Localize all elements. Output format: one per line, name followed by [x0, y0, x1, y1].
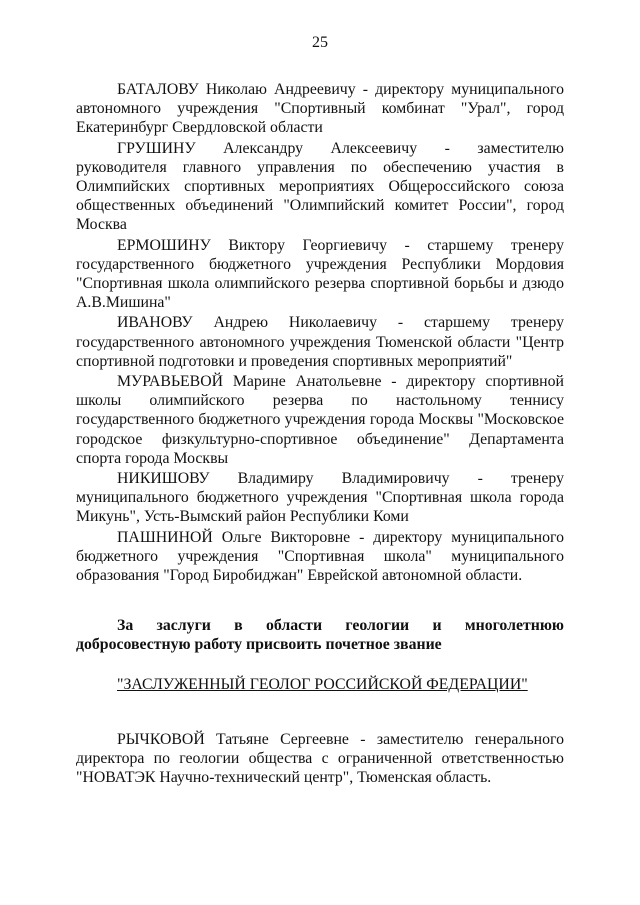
- award-entry-rychkova: РЫЧКОВОЙ Татьяне Сергеевне - заместителю генерального директора по геологии общества с ограниченной ответственностью "НОВАТЭК Научно-технический центр", Тюменская область.: [76, 730, 564, 787]
- page-number: 25: [312, 34, 328, 51]
- award-entry-batalov: БАТАЛОВУ Николаю Андреевичу - директору муниципального автономного учреждения "Спортивный комбинат "Урал", город Екатеринбург Свердловской области: [76, 81, 564, 137]
- award-entry-ivanov: ИВАНОВУ Андрею Николаевичу - старшему тренеру государственного автономного учреждения Тюменской области "Центр спортивной подготовки и проведения спортивных мероприятий": [76, 314, 564, 370]
- award-entry-grushin: ГРУШИНУ Александру Алексеевичу - заместителю руководителя главного управления по обеспечению участия в Олимпийских спортивных мероприятиях Общероссийского союза общественных объединений "Олимпийский комитет России", город Москва: [76, 139, 564, 234]
- award-entry-ermoshin: ЕРМОШИНУ Виктору Георгиевичу - старшему тренеру государственного бюджетного учреждения Республики Мордовия "Спортивная школа олимпийского резерва спортивной борьбы и дзюдо А.В.Мишина": [76, 236, 564, 312]
- award-entry-muravyeva: МУРАВЬЕВОЙ Марине Анатольевне - директору спортивной школы олимпийского резерва по настольному теннису государственного бюджетного учреждения города Москвы "Московское городское физкультурно-спортивное объединение" Департамента спорта города Москвы: [76, 373, 564, 467]
- award-entry-pashnina: ПАШНИНОЙ Ольге Викторовне - директору муниципального бюджетного учреждения "Спортивная школа" муниципального образования "Город Биробиджан" Еврейской автономной области.: [76, 528, 564, 585]
- award-entry-nikishov: НИКИШОВУ Владимиру Владимировичу - тренеру муниципального бюджетного учреждения "Спортивная школа города Микунь", Усть-Вымский район Республики Коми: [76, 470, 564, 526]
- document-body: [76, 80, 564, 789]
- award-title: "ЗАСЛУЖЕННЫЙ ГЕОЛОГ РОССИЙСКОЙ ФЕДЕРАЦИИ": [117, 675, 528, 693]
- section-heading: За заслуги в области геологии и многолетнюю добросовестную работу присвоить почетное звание: [76, 617, 564, 654]
